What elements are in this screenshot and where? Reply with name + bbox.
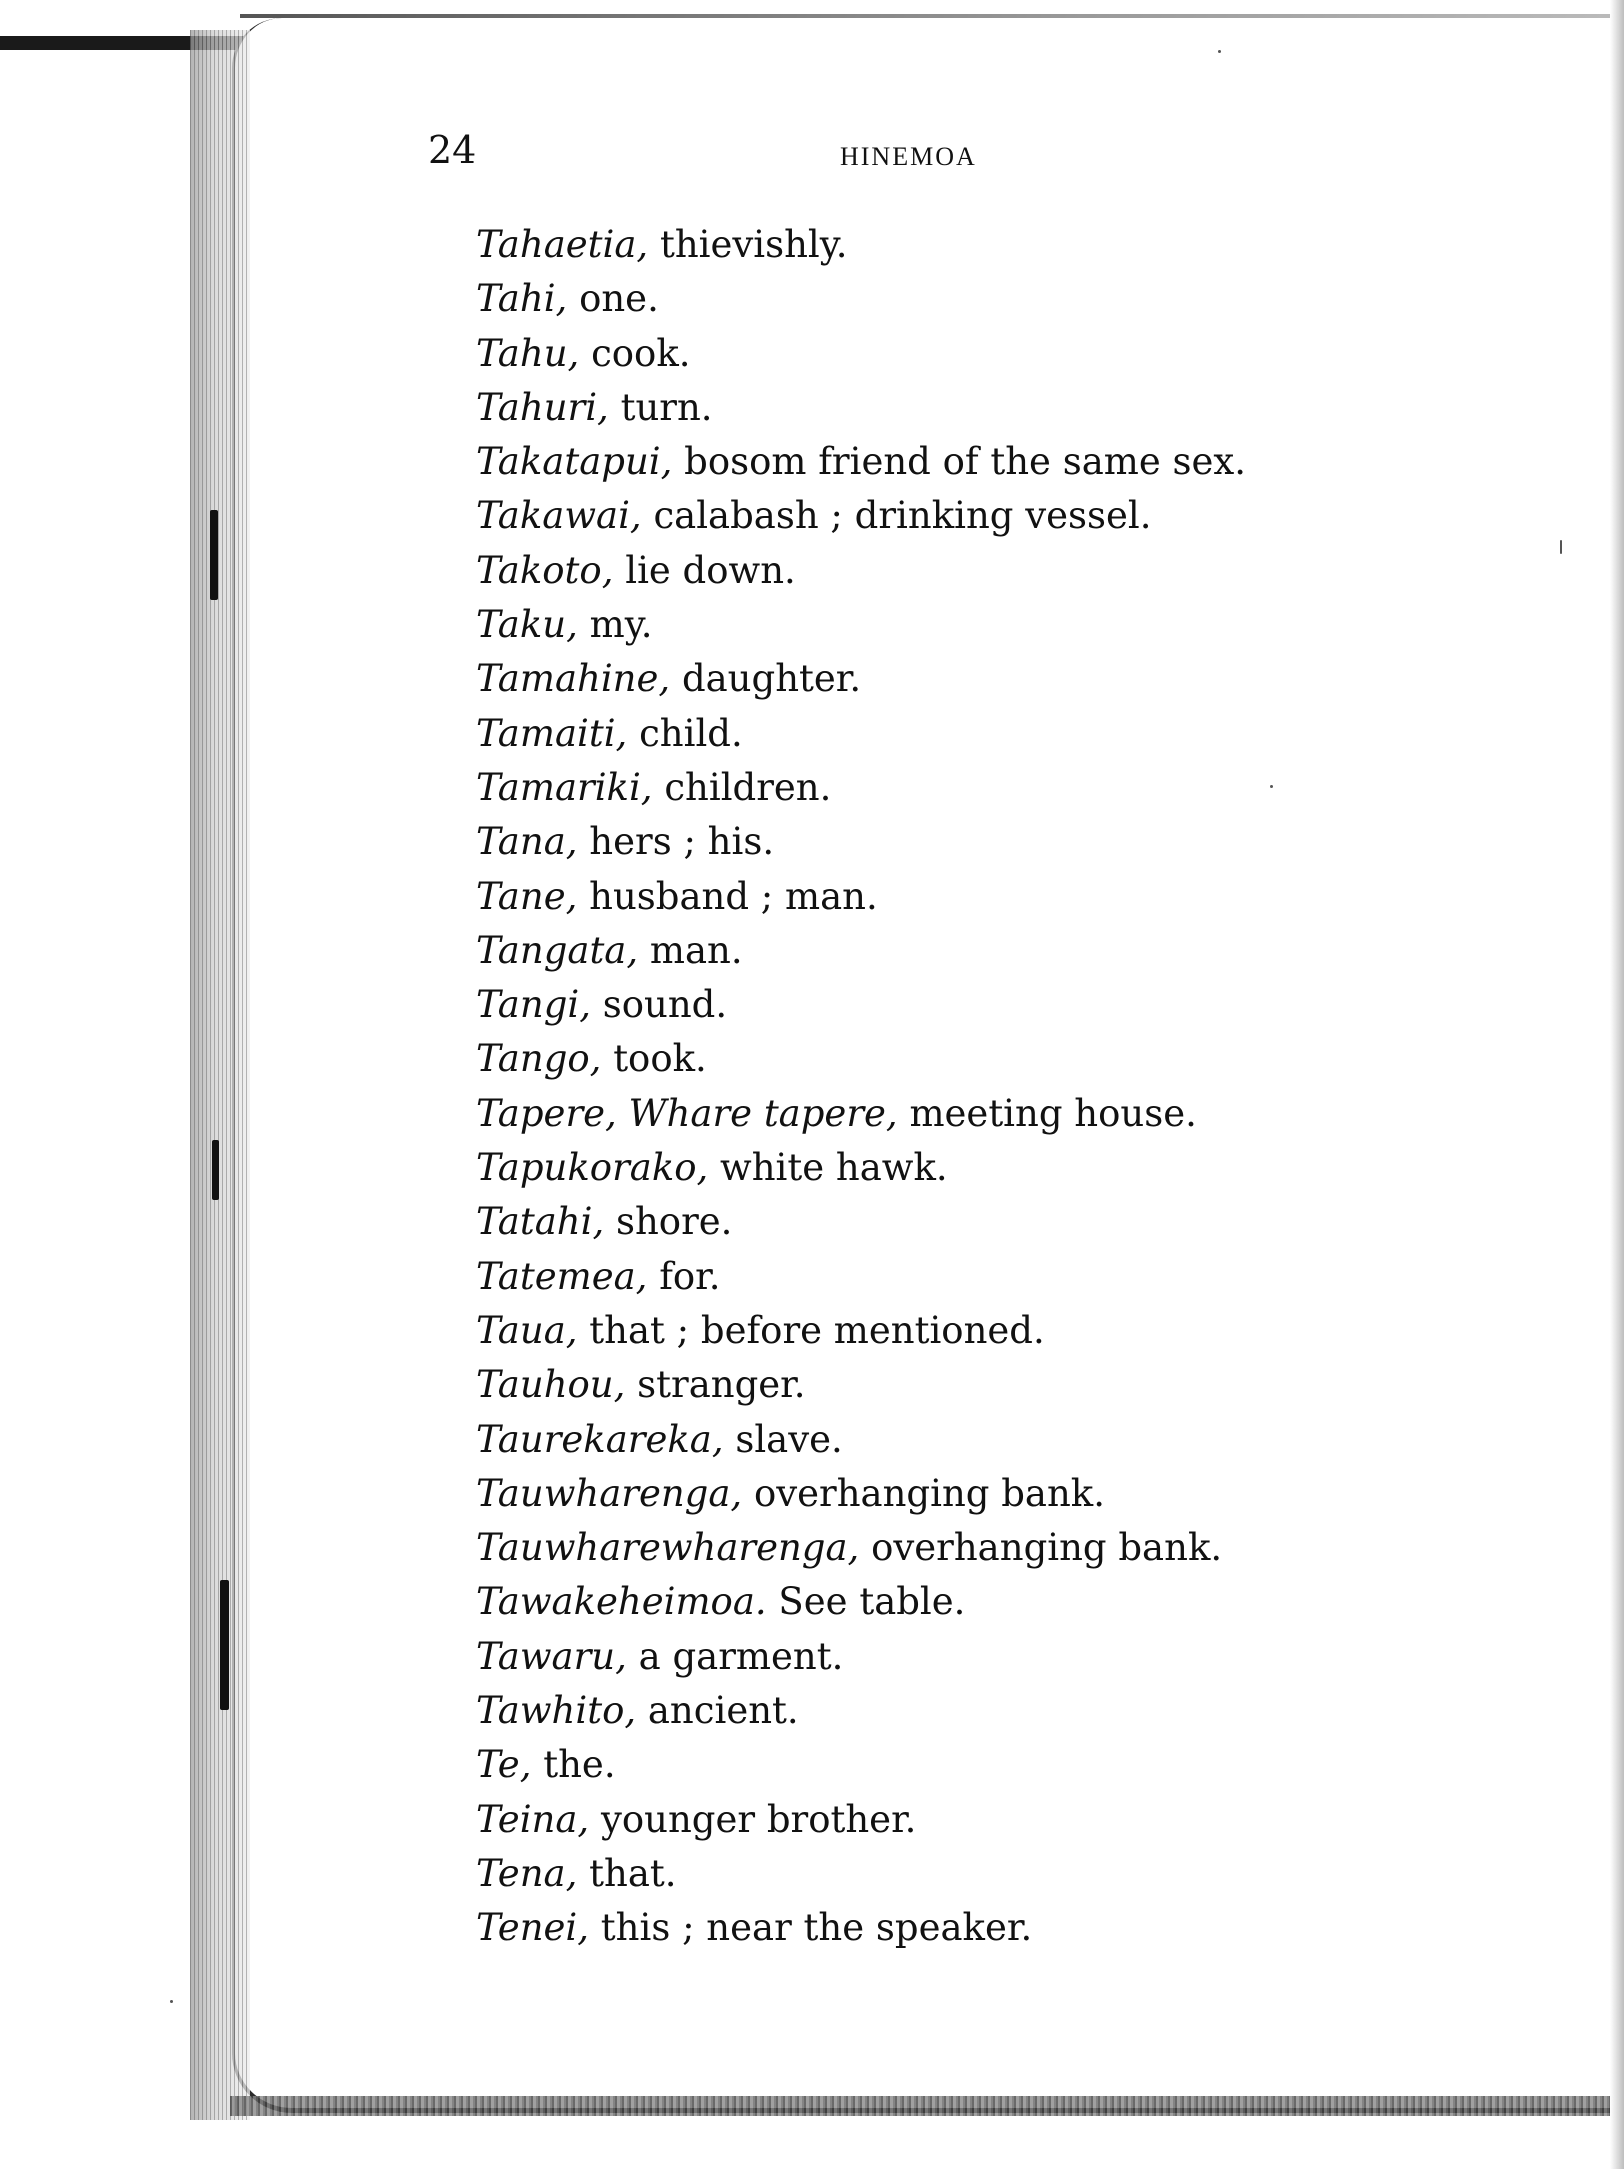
- entry-term: Tauwharewharenga,: [476, 1526, 860, 1570]
- entry-definition: that.: [589, 1851, 677, 1895]
- entry-definition: daughter.: [681, 657, 862, 701]
- glossary-entry: [476, 761, 1476, 815]
- entry-definition: younger brother.: [600, 1797, 917, 1841]
- entry-definition: turn.: [620, 385, 713, 429]
- glossary-entry: [476, 1358, 1476, 1412]
- entry-term: Te,: [476, 1743, 532, 1787]
- entry-definition: bosom friend of the same sex.: [684, 440, 1247, 484]
- entry-term: Tangata,: [476, 928, 639, 972]
- entry-definition: for.: [659, 1254, 721, 1298]
- glossary-entry: [476, 1630, 1476, 1684]
- entry-definition: stranger.: [637, 1363, 806, 1407]
- entry-definition: took.: [613, 1037, 707, 1081]
- glossary-entry: [476, 652, 1476, 706]
- entry-term: Taua,: [476, 1308, 578, 1352]
- glossary-entry: [476, 1250, 1476, 1304]
- entry-definition: cook.: [591, 331, 691, 375]
- entry-definition: ancient.: [647, 1689, 799, 1733]
- glossary-entry: [476, 1467, 1476, 1521]
- entry-definition: the.: [543, 1743, 616, 1787]
- entry-definition: my.: [589, 603, 653, 647]
- glossary-entry: [476, 870, 1476, 924]
- glossary-entry: [476, 815, 1476, 869]
- page-right-edge: [1610, 0, 1624, 2169]
- entry-term: Tamariki,: [476, 765, 653, 809]
- entry-term: Tane,: [476, 874, 578, 918]
- entry-definition: hers ; his.: [589, 820, 775, 864]
- glossary-entry: [476, 1413, 1476, 1467]
- page-number: 24: [428, 128, 477, 172]
- entry-definition: overhanging bank.: [753, 1471, 1105, 1515]
- glossary-list: [476, 218, 1476, 1956]
- entry-term: Tango,: [476, 1037, 602, 1081]
- entry-term: Tenei,: [476, 1906, 590, 1950]
- entry-term: Takawai,: [476, 494, 642, 538]
- entry-term: Tangi,: [476, 983, 591, 1027]
- entry-definition: meeting house.: [909, 1091, 1197, 1135]
- glossary-entry: [476, 1032, 1476, 1086]
- entry-definition: husband ; man.: [589, 874, 878, 918]
- entry-term: Tawaru,: [476, 1634, 627, 1678]
- entry-term: Tahaetia,: [476, 223, 649, 266]
- entry-term: Tatemea,: [476, 1254, 648, 1298]
- glossary-entry: [476, 435, 1476, 489]
- spine-mark: [220, 1580, 229, 1710]
- entry-definition: children.: [664, 765, 832, 809]
- entry-definition: that ; before mentioned.: [589, 1308, 1045, 1352]
- glossary-entry: [476, 272, 1476, 326]
- entry-term: Tahi,: [476, 277, 568, 321]
- spine-mark: [210, 510, 218, 600]
- entry-definition: child.: [639, 711, 743, 755]
- glossary-entry: [476, 1901, 1476, 1955]
- book-spine: [190, 30, 250, 2120]
- glossary-entry: [476, 1141, 1476, 1195]
- entry-definition: thievishly.: [659, 223, 848, 266]
- entry-term: Taku,: [476, 603, 578, 647]
- entry-term: Tena,: [476, 1851, 578, 1895]
- entry-definition: calabash ; drinking vessel.: [653, 494, 1152, 538]
- glossary-entry: [476, 218, 1476, 272]
- dust-speck: [1218, 50, 1221, 53]
- entry-term: Takatapui,: [476, 440, 673, 484]
- glossary-entry: [476, 1575, 1476, 1629]
- dust-speck: [170, 2000, 173, 2003]
- entry-term: Tahu,: [476, 331, 580, 375]
- glossary-entry: [476, 707, 1476, 761]
- entry-term: Teina,: [476, 1797, 590, 1841]
- glossary-entry: [476, 1793, 1476, 1847]
- glossary-entry: [476, 327, 1476, 381]
- entry-term: Tatahi,: [476, 1200, 605, 1244]
- entry-term: Tamaiti,: [476, 711, 628, 755]
- entry-definition: man.: [649, 928, 743, 972]
- entry-definition: white hawk.: [720, 1146, 948, 1190]
- entry-definition: slave.: [735, 1417, 843, 1461]
- glossary-entry: [476, 544, 1476, 598]
- entry-definition: shore.: [615, 1200, 733, 1244]
- entry-term: Tauhou,: [476, 1363, 626, 1407]
- page-header: [428, 128, 1078, 188]
- page-bottom-edge: [230, 2096, 1624, 2116]
- entry-term: Tamahine,: [476, 657, 671, 701]
- glossary-entry: [476, 1195, 1476, 1249]
- glossary-entry: [476, 1087, 1476, 1141]
- entry-definition: a garment.: [638, 1634, 844, 1678]
- entry-term: Tahuri,: [476, 385, 609, 429]
- entry-term: Tawakeheimoa.: [476, 1580, 767, 1624]
- entry-definition: sound.: [602, 983, 728, 1027]
- glossary-entry: [476, 489, 1476, 543]
- glossary-entry: [476, 1521, 1476, 1575]
- entry-term: Tapukorako,: [476, 1146, 709, 1190]
- entry-definition: one.: [579, 277, 659, 321]
- glossary-entry: [476, 1304, 1476, 1358]
- glossary-entry: [476, 381, 1476, 435]
- entry-term: Tana,: [476, 820, 578, 864]
- glossary-entry: [476, 1738, 1476, 1792]
- entry-term: Tawhito,: [476, 1689, 637, 1733]
- entry-term: Takoto,: [476, 548, 614, 592]
- dust-speck: [1560, 540, 1562, 554]
- running-head: HINEMOA: [840, 142, 977, 171]
- glossary-entry: [476, 978, 1476, 1032]
- entry-term: Tauwharenga,: [476, 1471, 743, 1515]
- glossary-entry: [476, 1684, 1476, 1738]
- glossary-entry: [476, 1847, 1476, 1901]
- entry-definition: overhanging bank.: [871, 1526, 1223, 1570]
- entry-term: Tapere, Whare tapere,: [476, 1091, 898, 1135]
- entry-definition: See table.: [778, 1580, 966, 1624]
- entry-definition: this ; near the speaker.: [600, 1906, 1033, 1950]
- entry-term: Taurekareka,: [476, 1417, 724, 1461]
- glossary-entry: [476, 924, 1476, 978]
- spine-mark: [212, 1140, 219, 1200]
- glossary-entry: [476, 598, 1476, 652]
- entry-definition: lie down.: [625, 548, 796, 592]
